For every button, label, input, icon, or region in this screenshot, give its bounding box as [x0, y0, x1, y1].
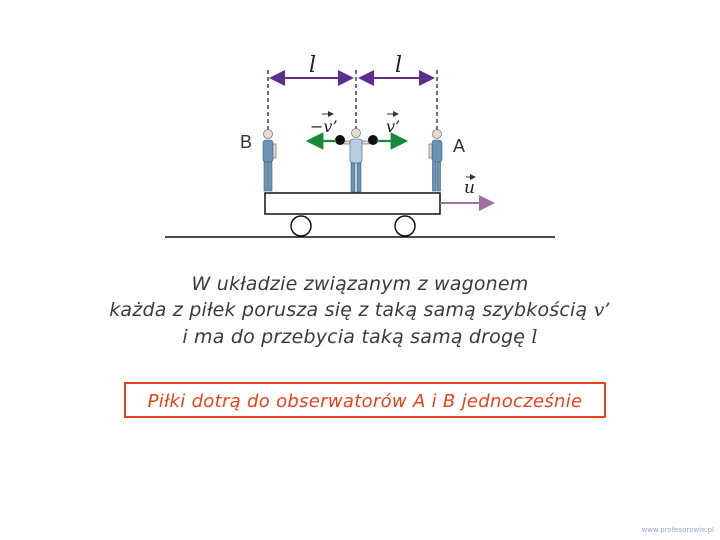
- wagon-wheel-right: [395, 216, 415, 236]
- svg-text:v’: v’: [386, 117, 401, 136]
- caption-line-2-symbol: v’: [593, 299, 611, 321]
- length-label-left: l: [309, 53, 317, 78]
- footer-watermark: www.profesorowie.pl: [641, 526, 714, 534]
- wagon-wheel-left: [291, 216, 311, 236]
- caption-line-3: [0, 326, 720, 348]
- conclusion-box: [124, 382, 606, 418]
- observer-b-label: B: [240, 132, 253, 152]
- wagon-body: [265, 193, 440, 214]
- wagon-velocity-label: [464, 177, 475, 198]
- observer-b-figure: [263, 130, 276, 192]
- caption-line-2-text: każda z piłek porusza się z taką samą szybkością: [109, 299, 594, 321]
- observer-a-figure: [429, 130, 442, 192]
- svg-text:−v’: −v’: [310, 117, 338, 136]
- svg-text:u: u: [464, 178, 475, 198]
- velocity-label-right: [386, 114, 400, 136]
- velocity-label-left: [310, 114, 338, 136]
- caption-line-3-symbol: l: [531, 326, 538, 348]
- ball-left: [335, 135, 345, 145]
- center-person-figure: [343, 129, 369, 193]
- observer-a-label: A: [453, 136, 466, 156]
- conclusion-text: Piłki dotrą do obserwatorów A i B jednocześnie: [147, 391, 583, 412]
- caption-line-3-text: i ma do przebycia taką samą drogę: [182, 326, 532, 348]
- caption-line-1: W układzie związanym z wagonem: [191, 273, 529, 295]
- ball-right: [368, 135, 378, 145]
- caption-line-2: [0, 299, 720, 321]
- length-label-right: l: [395, 53, 403, 78]
